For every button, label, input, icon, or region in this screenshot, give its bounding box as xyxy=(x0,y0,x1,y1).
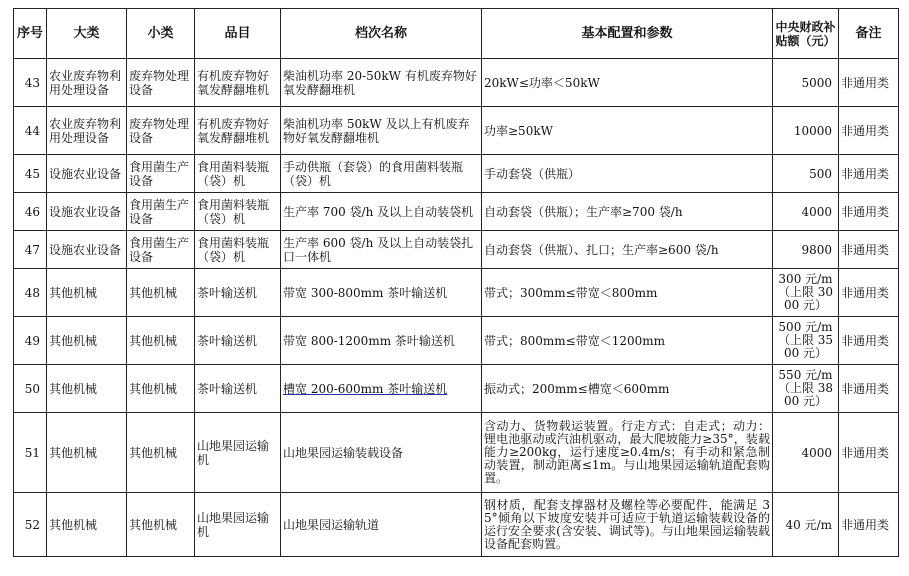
table-row xyxy=(14,413,899,493)
cell-grade: 生产率 700 袋/h 及以上自动装袋机 xyxy=(281,193,482,231)
cell-seq: 52 xyxy=(14,493,47,557)
cell-seq: 47 xyxy=(14,231,47,269)
table-row xyxy=(14,59,899,107)
cell-config: 手动套袋（供瓶） xyxy=(482,155,773,193)
cell-note: 非通用类 xyxy=(839,365,899,413)
cell-config: 功率≥50kW xyxy=(482,107,773,155)
cell-note: 非通用类 xyxy=(839,493,899,557)
cell-subsidy: 4000 xyxy=(773,193,839,231)
cell-note: 非通用类 xyxy=(839,317,899,365)
cell-note: 非通用类 xyxy=(839,59,899,107)
header-subsidy: 中央财政补贴额（元） xyxy=(773,9,839,59)
cell-grade: 柴油机功率 50kW 及以上有机废弃物好氧发酵翻堆机 xyxy=(281,107,482,155)
subsidy-table-container xyxy=(13,8,899,557)
cell-config: 自动套袋（供瓶）、扎口；生产率≥600 袋/h xyxy=(482,231,773,269)
cell-config: 20kW≤功率＜50kW xyxy=(482,59,773,107)
cell-item: 食用菌料装瓶（袋）机 xyxy=(195,193,281,231)
cell-grade: 柴油机功率 20-50kW 有机废弃物好氧发酵翻堆机 xyxy=(281,59,482,107)
cell-category: 设施农业设备 xyxy=(47,193,127,231)
table-row xyxy=(14,365,899,413)
cell-item: 茶叶输送机 xyxy=(195,365,281,413)
cell-note: 非通用类 xyxy=(839,155,899,193)
table-row xyxy=(14,231,899,269)
cell-item: 茶叶输送机 xyxy=(195,269,281,317)
cell-subsidy: 300 元/m（上限 3000 元） xyxy=(773,269,839,317)
cell-seq: 49 xyxy=(14,317,47,365)
cell-subsidy: 500 元/m（上限 3500 元） xyxy=(773,317,839,365)
cell-subcategory: 食用菌生产设备 xyxy=(127,231,195,269)
cell-seq: 50 xyxy=(14,365,47,413)
cell-subcategory: 食用菌生产设备 xyxy=(127,155,195,193)
cell-subcategory: 其他机械 xyxy=(127,413,195,493)
cell-grade: 槽宽 200-600mm 茶叶输送机 xyxy=(281,365,482,413)
cell-category: 其他机械 xyxy=(47,365,127,413)
cell-seq: 48 xyxy=(14,269,47,317)
header-seq: 序号 xyxy=(14,9,47,59)
cell-category: 设施农业设备 xyxy=(47,231,127,269)
table-row xyxy=(14,493,899,557)
cell-grade: 带宽 300-800mm 茶叶输送机 xyxy=(281,269,482,317)
cell-subcategory: 废弃物处理设备 xyxy=(127,59,195,107)
header-grade: 档次名称 xyxy=(281,9,482,59)
cell-grade: 手动供瓶（套袋）的食用菌料装瓶（袋）机 xyxy=(281,155,482,193)
header-note: 备注 xyxy=(839,9,899,59)
cell-grade: 山地果园运输装载设备 xyxy=(281,413,482,493)
cell-grade: 生产率 600 袋/h 及以上自动装袋扎口一体机 xyxy=(281,231,482,269)
table-row xyxy=(14,107,899,155)
cell-category: 其他机械 xyxy=(47,413,127,493)
cell-category: 农业废弃物利用处理设备 xyxy=(47,107,127,155)
header-item: 品目 xyxy=(195,9,281,59)
cell-seq: 51 xyxy=(14,413,47,493)
cell-note: 非通用类 xyxy=(839,269,899,317)
cell-subcategory: 废弃物处理设备 xyxy=(127,107,195,155)
cell-category: 其他机械 xyxy=(47,269,127,317)
table-row xyxy=(14,269,899,317)
cell-category: 设施农业设备 xyxy=(47,155,127,193)
cell-seq: 45 xyxy=(14,155,47,193)
cell-note: 非通用类 xyxy=(839,413,899,493)
cell-subcategory: 其他机械 xyxy=(127,269,195,317)
table-row xyxy=(14,155,899,193)
cell-item: 食用菌料装瓶（袋）机 xyxy=(195,155,281,193)
header-category: 大类 xyxy=(47,9,127,59)
subsidy-table xyxy=(13,8,899,557)
cell-item: 有机废弃物好氧发酵翻堆机 xyxy=(195,59,281,107)
cell-subsidy: 4000 xyxy=(773,413,839,493)
cell-subsidy: 40 元/m xyxy=(773,493,839,557)
table-row xyxy=(14,317,899,365)
cell-subsidy: 9800 xyxy=(773,231,839,269)
cell-item: 山地果园运输机 xyxy=(195,413,281,493)
cell-subcategory: 其他机械 xyxy=(127,365,195,413)
cell-seq: 46 xyxy=(14,193,47,231)
cell-config: 含动力、货物载运装置。行走方式：自走式；动力：锂电池驱动或汽油机驱动，最大爬坡能力≥35°，装载能力≥200kg，运行速度≥0.4m/s；有手动和紧急制动装置，制动距离≤1m。与山地果园运输轨道配套购置。 xyxy=(482,413,773,493)
cell-config: 钢材质，配套支撑器材及螺栓等必要配件，能满足 35°倾角以下坡度安装并可适应于轨道运输装载设备的运行安全要求(含安装、调试等)。与山地果园运输装载设备配套购置。 xyxy=(482,493,773,557)
cell-grade: 山地果园运输轨道 xyxy=(281,493,482,557)
cell-subsidy: 550 元/m（上限 3800 元） xyxy=(773,365,839,413)
cell-seq: 44 xyxy=(14,107,47,155)
cell-config: 带式；300mm≤带宽＜800mm xyxy=(482,269,773,317)
cell-item: 食用菌料装瓶（袋）机 xyxy=(195,231,281,269)
cell-seq: 43 xyxy=(14,59,47,107)
cell-subcategory: 其他机械 xyxy=(127,493,195,557)
cell-category: 其他机械 xyxy=(47,317,127,365)
cell-category: 农业废弃物利用处理设备 xyxy=(47,59,127,107)
cell-item: 山地果园运输机 xyxy=(195,493,281,557)
table-row xyxy=(14,193,899,231)
cell-note: 非通用类 xyxy=(839,231,899,269)
cell-config: 自动套袋（供瓶）；生产率≥700 袋/h xyxy=(482,193,773,231)
cell-subcategory: 其他机械 xyxy=(127,317,195,365)
cell-item: 有机废弃物好氧发酵翻堆机 xyxy=(195,107,281,155)
cell-note: 非通用类 xyxy=(839,107,899,155)
cell-note: 非通用类 xyxy=(839,193,899,231)
cell-config: 振动式；200mm≤槽宽＜600mm xyxy=(482,365,773,413)
header-config: 基本配置和参数 xyxy=(482,9,773,59)
header-subcategory: 小类 xyxy=(127,9,195,59)
header-row xyxy=(14,9,899,59)
cell-category: 其他机械 xyxy=(47,493,127,557)
cell-subcategory: 食用菌生产设备 xyxy=(127,193,195,231)
cell-config: 带式；800mm≤带宽＜1200mm xyxy=(482,317,773,365)
cell-subsidy: 500 xyxy=(773,155,839,193)
cell-grade: 带宽 800-1200mm 茶叶输送机 xyxy=(281,317,482,365)
cell-item: 茶叶输送机 xyxy=(195,317,281,365)
cell-subsidy: 5000 xyxy=(773,59,839,107)
cell-subsidy: 10000 xyxy=(773,107,839,155)
